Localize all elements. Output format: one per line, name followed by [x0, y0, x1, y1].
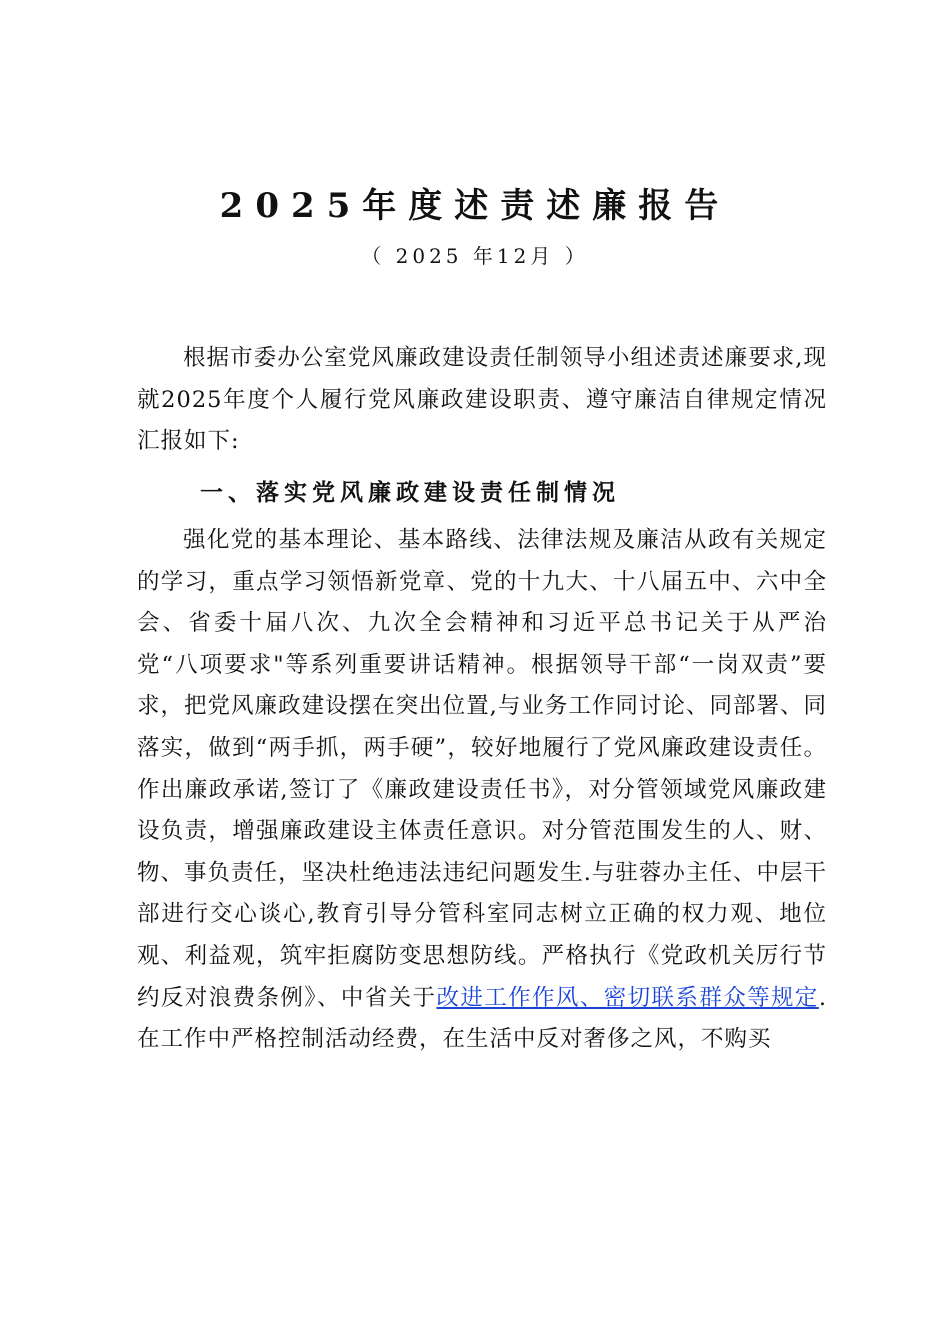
document-title: 2025年度述责述廉报告 — [219, 186, 731, 226]
document-date: （ 2025 年12月 ） — [361, 244, 589, 268]
section-heading: 一、落实党风廉政建设责任制情况 — [200, 480, 620, 506]
regulation-link[interactable]: 改进工作作风、密切联系群众等规定 — [436, 984, 819, 1011]
body-text-before-link: 强化党的基本理论、基本路线、法律法规及廉洁从政有关规定的学习，重点学习领悟新党章、党的十九大、十八届五中、六中全会、省委十届八次、九次全会精神和习近平总书记关于从严治党“八项要求"等系列重要讲话精神。根据领导干部“一岗双责”要求，把党风廉政建设摆在突出位置,与业务工作同讨论、同部署、同落实，做到“两手抓，两手硬”，较好地履行了党风廉政建设责任。作出廉政承诺,签订了《廉政建设责任书》，对分管领域党风廉政建设负责，增强廉政建设主体责任意识。对分管范围发生的人、财、物、事负责任，坚决杜绝违法违纪问题发生.与驻蓉办主任、中层干部进行交心谈心,教育引导分管科室同志树立正确的权力观、地位观、利益观，筑牢拒腐防变思想防线。严格执行《党政机关厉行节约反对浪费条例》、中省关于 — [137, 527, 827, 1011]
body-paragraph — [137, 520, 827, 1061]
body-text-after-link: .在工作中严格控制活动经费，在生活中反对奢侈之风，不购买 — [137, 984, 827, 1053]
intro-paragraph: 根据市委办公室党风廉政建设责任制领导小组述责述廉要求,现就2025年度个人履行党风廉政建设职责、遵守廉洁自律规定情况汇报如下: — [137, 345, 827, 455]
